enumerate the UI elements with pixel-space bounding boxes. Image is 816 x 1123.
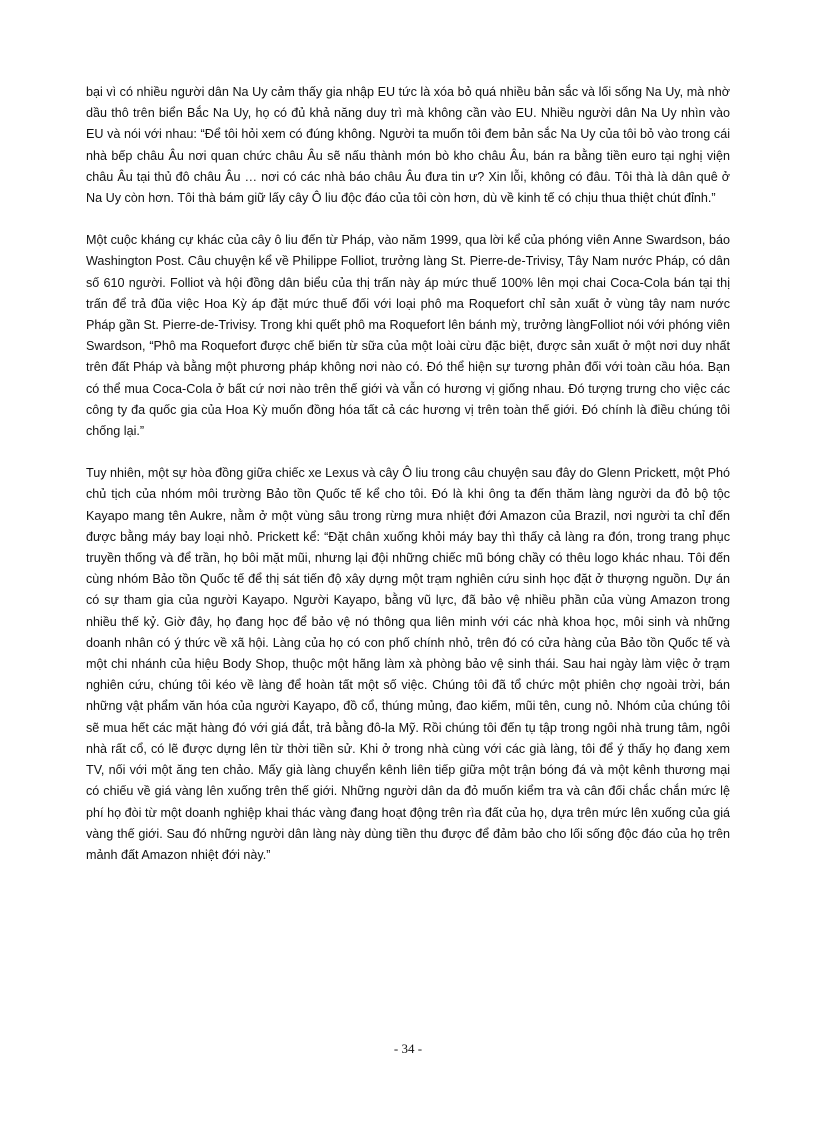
- document-body: [86, 82, 730, 887]
- paragraph-kayapo: Tuy nhiên, một sự hòa đồng giữa chiếc xe Lexus và cây Ô liu trong câu chuyện sau đây do Glenn Prickett, một Phó chủ tịch của nhóm môi trường Bảo tồn Quốc tế kể cho tôi. Đó là khi ông ta đến thăm làng người da đỏ bộ tộc Kayapo mang tên Aukre, nằm ở một vùng sâu trong rừng mưa nhiệt đới Amazon của Brazil, nơi người ta chỉ đến được bằng máy bay loại nhỏ. Prickett kể: “Đặt chân xuống khỏi máy bay thì thấy cả làng ra đón, trong trang phục truyền thống và để trần, họ bôi mặt mũi, nhưng lại đội những chiếc mũ bóng chầy có thêu logo khác nhau. Tôi đến cùng nhóm Bảo tồn Quốc tế để thị sát tiến độ xây dựng một trạm nghiên cứu sinh học đặt ở thượng nguồn. Dự án có sự tham gia của người Kayapo. Người Kayapo, bằng vũ lực, đã bảo vệ nhiều phần của vùng Amazon trong nhiều thế kỷ. Giờ đây, họ đang học để bảo vệ nó thông qua liên minh với các nhà khoa học, môi sinh và những doanh nhân có ý thức về xã hội. Làng của họ có con phố chính nhỏ, trên đó có cửa hàng của Bảo tồn Quốc tế và một chi nhánh của hiệu Body Shop, thuộc một hãng làm xà phòng bảo vệ sinh thái. Sau hai ngày làm việc ở trạm nghiên cứu, chúng tôi kéo về làng để hoàn tất một số việc. Chúng tôi đã tổ chức một phiên chợ ngoài trời, bán những vật phẩm văn hóa của người Kayapo, đồ cổ, thúng mủng, đao kiếm, mũi tên, cung nỏ. Nhóm của chúng tôi sẽ mua hết các mặt hàng đó với giá đắt, trả bằng đô-la Mỹ. Rồi chúng tôi đến tụ tập trong ngôi nhà trung tâm, ngôi nhà rất cổ, có lẽ được dựng lên từ thời tiền sử. Khi ở trong nhà cùng với các già làng, tôi để ý thấy họ đang xem TV, nối với một ăng ten chảo. Mấy già làng chuyển kênh liên tiếp giữa một trận bóng đá và một kênh thương mại có chiếu về giá vàng lên xuống trên thế giới. Những người dân da đỏ muốn kiểm tra và cân đối chắc chắn mức lệ phí họ đòi từ một doanh nghiệp khai thác vàng đang hoạt động trên rìa đất của họ, dựa trên mức lên xuống của giá vàng thế giới. Sau đó những người dân làng này dùng tiền thu được để đảm bảo cho lối sống độc đáo của họ trên mảnh đất Amazon nhiệt đới này.”: [86, 466, 730, 862]
- paragraph-norway-eu: bại vì có nhiều người dân Na Uy cảm thấy gia nhập EU tức là xóa bỏ quá nhiều bản sắc và lối sống Na Uy, mà nhờ dầu thô trên biển Bắc Na Uy, họ có đủ khả năng duy trì mà không cần vào EU. Nhiều người dân Na Uy nhìn vào EU và nói với nhau: “Để tôi hỏi xem có đúng không. Người ta muốn tôi đem bản sắc Na Uy của tôi bỏ vào trong cái nhà bếp châu Âu nơi quan chức châu Âu sẽ nấu thành món bò kho châu Âu, bán ra bằng tiền euro tại nghị viện châu Âu tại thủ đô châu Âu … nơi có các nhà báo châu Âu đưa tin ư? Xin lỗi, không có đâu. Tôi thà là dân quê ở Na Uy còn hơn. Tôi thà bám giữ lấy cây Ô liu độc đáo của tôi còn hơn, dù về kinh tế có chịu thua thiệt chút đỉnh.”: [86, 85, 730, 206]
- paragraph-roquefort: Một cuộc kháng cự khác của cây ô liu đến từ Pháp, vào năm 1999, qua lời kể của phóng viên Anne Swardson, báo Washington Post. Câu chuyện kể về Philippe Folliot, trưởng làng St. Pierre-de-Trivisy, Tây Nam nước Pháp, có dân số 610 người. Folliot và hội đồng dân biểu của thị trấn này áp mức thuế 100% lên mọi chai Coca-Cola bán tại thị trấn để trả đũa việc Hoa Kỳ áp đặt mức thuế đối với loại phô ma Roquefort chỉ sản xuất ở vùng tây nam nước Pháp gần St. Pierre-de-Trivisy. Trong khi quết phô ma Roquefort lên bánh mỳ, trưởng làngFolliot nói với phóng viên Swardson, “Phô ma Roquefort được chế biến từ sữa của một loài cừu đặc biệt, được sản xuất ở một nơi duy nhất trên đất Pháp và bằng một phương pháp không nơi nào có. Đó thể hiện sự tương phản đối với toàn cầu hóa. Bạn có thể mua Coca-Cola ở bất cứ nơi nào trên thế giới và vẫn có hương vị giống nhau. Đó tượng trưng cho việc các công ty đa quốc gia của Hoa Kỳ muốn đồng hóa tất cả các hương vị trên toàn thế giới. Đó chính là điều chúng tôi chống lại.”: [86, 233, 730, 439]
- page-number: - 34 -: [393, 1041, 423, 1056]
